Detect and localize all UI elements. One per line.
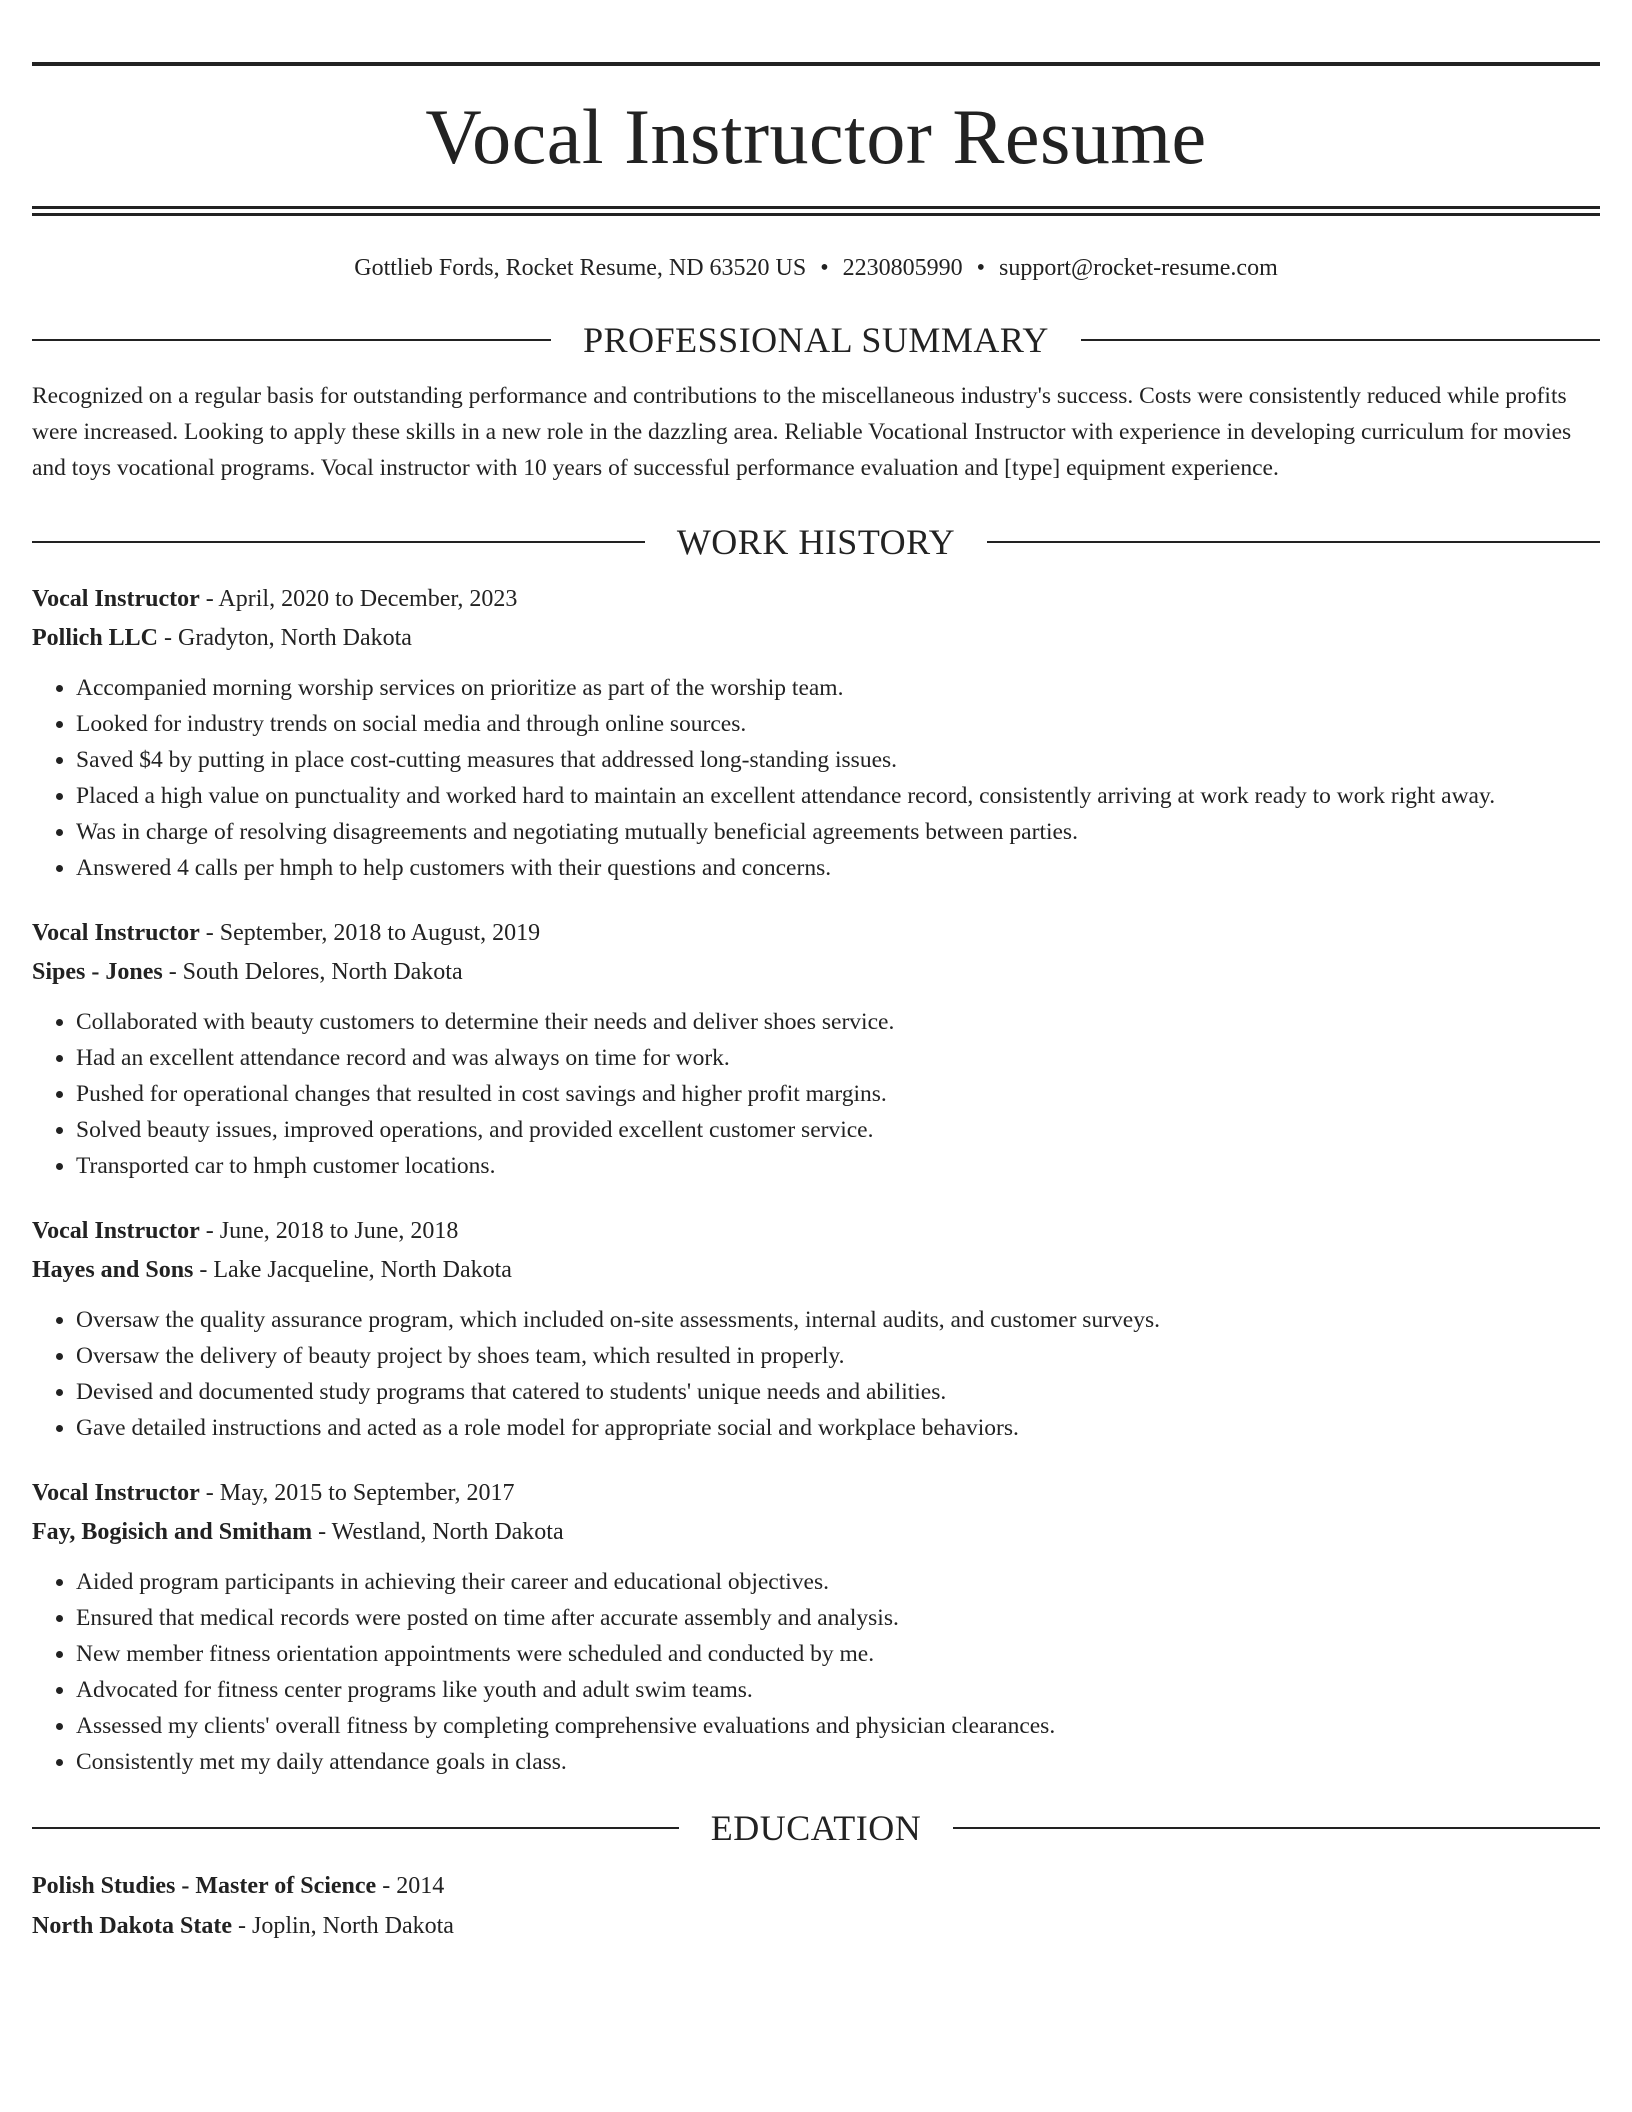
heading-rule — [32, 541, 645, 543]
resume-title: Vocal Instructor Resume — [425, 93, 1207, 180]
bullet-item: • Was in charge of resolving disagreements and negotiating mutually beneficial agreements between parties. — [76, 814, 1600, 850]
job-company: Fay, Bogisich and Smitham — [32, 1519, 313, 1546]
job-dates: - May, 2015 to September, 2017 — [199, 1480, 515, 1507]
job-dates: - April, 2020 to December, 2023 — [199, 586, 518, 613]
heading-rule — [32, 339, 551, 341]
job-entry — [32, 1474, 1600, 1780]
job-title-line — [32, 914, 1600, 953]
job-title: Vocal Instructor — [32, 586, 200, 613]
section-title: PROFESSIONAL SUMMARY — [583, 320, 1049, 361]
bullet-item: • Ensured that medical records were posted on time after accurate assembly and analysis. — [76, 1600, 1600, 1636]
job-company-line — [32, 1513, 1600, 1552]
section-heading-education — [32, 1808, 1600, 1849]
job-location: - Westland, North Dakota — [312, 1519, 564, 1546]
contact-line — [32, 253, 1600, 284]
job-entry — [32, 580, 1600, 886]
section-heading-summary — [32, 320, 1600, 361]
job-title: Vocal Instructor — [32, 1218, 200, 1245]
job-company-line — [32, 619, 1600, 658]
bullet-item: • Had an excellent attendance record and was always on time for work. — [76, 1040, 1600, 1076]
job-location: - Lake Jacqueline, North Dakota — [193, 1257, 512, 1284]
summary-text: Recognized on a regular basis for outstanding performance and contributions to the miscellaneous industry's success. Costs were consistently reduced while profits were increased. Looking to apply these skills in a new role in the dazzling area. Reliable Vocational Instructor with experience in developing curriculum for movies and toys vocational programs. Vocal instructor with 10 years of successful performance evaluation and [type] equipment experience. — [32, 383, 1572, 482]
education-location: - Joplin, North Dakota — [231, 1913, 454, 1940]
resume-page — [32, 0, 1600, 1946]
job-bullets — [32, 670, 1600, 886]
bullet-item: • Solved beauty issues, improved operations, and provided excellent customer service. — [76, 1112, 1600, 1148]
heading-rule — [953, 1827, 1600, 1829]
contact-phone: 2230805990 — [842, 255, 963, 281]
top-rule — [32, 62, 1600, 66]
education-year: - 2014 — [376, 1873, 445, 1900]
job-company: Hayes and Sons — [32, 1257, 194, 1284]
contact-email: support@rocket-resume.com — [999, 255, 1278, 281]
job-title-line — [32, 580, 1600, 619]
job-title: Vocal Instructor — [32, 1480, 200, 1507]
education-degree: Polish Studies - Master of Science — [32, 1873, 377, 1900]
bullet-item: • Pushed for operational changes that resulted in cost savings and higher profit margins. — [76, 1076, 1600, 1112]
job-bullets — [32, 1004, 1600, 1184]
job-entry — [32, 914, 1600, 1184]
bullet-item: • Placed a high value on punctuality and worked hard to maintain an excellent attendance record, consistently arriving at work ready to work right away. — [76, 778, 1600, 814]
job-company-line — [32, 1251, 1600, 1290]
job-bullets — [32, 1302, 1600, 1446]
job-bullets — [32, 1564, 1600, 1780]
bullet-item: • Oversaw the quality assurance program, which included on-site assessments, internal audits, and customer surveys. — [76, 1302, 1600, 1338]
bullet-item: • Looked for industry trends on social media and through online sources. — [76, 706, 1600, 742]
section-title: WORK HISTORY — [676, 522, 956, 563]
section-heading-work-history — [32, 522, 1600, 563]
contact-separator: • — [820, 255, 829, 281]
bullet-item: • Devised and documented study programs that catered to students' unique needs and abilities. — [76, 1374, 1600, 1410]
heading-rule — [987, 541, 1600, 543]
job-company: Pollich LLC — [32, 625, 159, 652]
double-rule — [32, 206, 1600, 216]
education-school-line — [32, 1906, 1600, 1946]
job-company-line — [32, 953, 1600, 992]
bullet-item: • Answered 4 calls per hmph to help customers with their questions and concerns. — [76, 850, 1600, 886]
bullet-item: • Aided program participants in achieving their career and educational objectives. — [76, 1564, 1600, 1600]
job-location: - Gradyton, North Dakota — [158, 625, 412, 652]
bullet-item: • Advocated for fitness center programs like youth and adult swim teams. — [76, 1672, 1600, 1708]
job-entry — [32, 1212, 1600, 1446]
contact-address: Gottlieb Fords, Rocket Resume, ND 63520 US — [354, 255, 807, 281]
contact-separator: • — [976, 255, 986, 281]
bullet-item: • New member fitness orientation appointments were scheduled and conducted by me. — [76, 1636, 1600, 1672]
job-company: Sipes - Jones — [32, 959, 163, 986]
job-location: - South Delores, North Dakota — [162, 959, 463, 986]
bullet-item: • Accompanied morning worship services on prioritize as part of the worship team. — [76, 670, 1600, 706]
bullet-item: • Assessed my clients' overall fitness by completing comprehensive evaluations and physician clearances. — [76, 1708, 1600, 1744]
job-title: Vocal Instructor — [32, 920, 200, 947]
job-dates: - September, 2018 to August, 2019 — [199, 920, 541, 947]
job-title-line — [32, 1212, 1600, 1251]
heading-rule — [32, 1827, 679, 1829]
bullet-item: • Collaborated with beauty customers to determine their needs and deliver shoes service. — [76, 1004, 1600, 1040]
education-degree-line — [32, 1866, 1600, 1906]
education-school: North Dakota State — [32, 1913, 232, 1940]
job-dates: - June, 2018 to June, 2018 — [199, 1218, 459, 1245]
bullet-item: • Oversaw the delivery of beauty project by shoes team, which resulted in properly. — [76, 1338, 1600, 1374]
bullet-item: • Consistently met my daily attendance goals in class. — [76, 1744, 1600, 1780]
job-title-line — [32, 1474, 1600, 1513]
heading-rule — [1081, 339, 1600, 341]
bullet-item: • Transported car to hmph customer locations. — [76, 1148, 1600, 1184]
bullet-item: • Gave detailed instructions and acted as a role model for appropriate social and workplace behaviors. — [76, 1410, 1600, 1446]
section-title: EDUCATION — [710, 1808, 922, 1849]
bullet-item: • Saved $4 by putting in place cost-cutting measures that addressed long-standing issues. — [76, 742, 1600, 778]
